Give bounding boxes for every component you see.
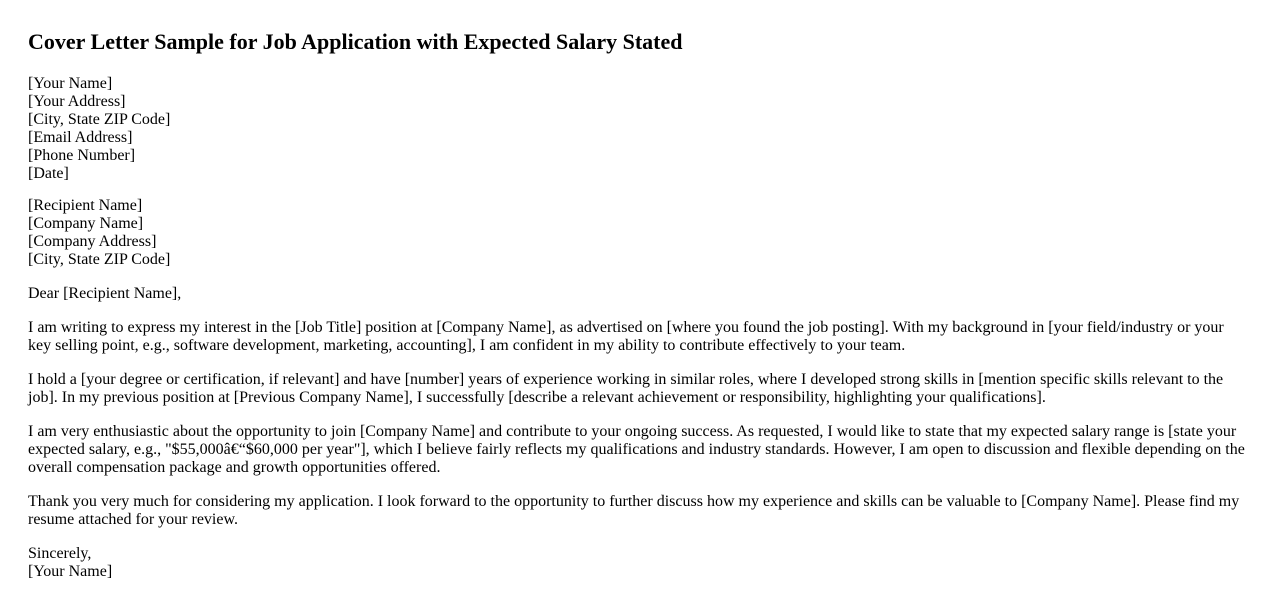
recipient-company-address: [Company Address] <box>28 233 157 250</box>
sender-address: [Your Address] <box>28 93 126 110</box>
recipient-name: [Recipient Name] <box>28 197 143 214</box>
body-paragraph-closing: Thank you very much for considering my application. I look forward to the opportunity to further discuss how my experience and skills can be valuable to [Company Name]. Please find my resume attached for your review. <box>28 493 1240 528</box>
document-title: Cover Letter Sample for Job Application with Expected Salary Stated <box>28 29 683 54</box>
body-paragraph-intro: I am writing to express my interest in the [Job Title] position at [Company Name], as advertised on [where you found the job posting]. With my background in [your field/industry or your key selling point, e.g., software development, marketing, accounting], I am confident in my ability to contribute effectively to your team. <box>28 319 1224 354</box>
signature-name: [Your Name] <box>28 563 113 580</box>
sender-phone: [Phone Number] <box>28 147 136 164</box>
sender-address-block <box>28 75 1250 183</box>
body-paragraph-experience: I hold a [your degree or certification, if relevant] and have [number] years of experience working in similar roles, where I developed strong skills in [mention specific skills relevant to the job]. In my previous position at [Previous Company Name], I successfully [describe a relevant achievement or responsibility, highlighting your qualifications]. <box>28 371 1224 406</box>
closing: Sincerely, <box>28 545 92 562</box>
letter-date: [Date] <box>28 165 69 182</box>
salutation: Dear [Recipient Name], <box>28 285 182 302</box>
body-paragraph-salary: I am very enthusiastic about the opportunity to join [Company Name] and contribute to your ongoing success. As requested, I would like to state that my expected salary range is [state your expected salary, e.g., "$55,000â€“$60,000 per year"], which I believe fairly reflects my qualifications and industry standards. However, I am open to discussion and flexible depending on the overall compensation package and growth opportunities offered. <box>28 423 1245 476</box>
sender-city-state-zip: [City, State ZIP Code] <box>28 111 171 128</box>
recipient-city-state-zip: [City, State ZIP Code] <box>28 251 171 268</box>
signoff-block <box>28 545 1250 581</box>
recipient-company: [Company Name] <box>28 215 144 232</box>
sender-email: [Email Address] <box>28 129 133 146</box>
recipient-address-block <box>28 197 1250 269</box>
sender-name: [Your Name] <box>28 75 113 92</box>
